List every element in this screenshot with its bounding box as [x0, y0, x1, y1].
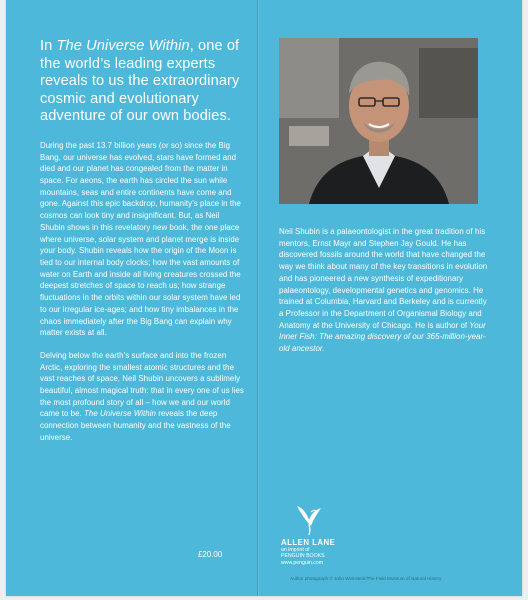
author-portrait-illustration — [279, 38, 478, 204]
publisher-imprint-line: an imprint of — [281, 547, 310, 553]
intro-text — [40, 38, 246, 126]
bio-book-title: Your Inner Fish: The amazing discovery of our 365-million-year-old ancestor. — [279, 320, 486, 354]
front-flap — [40, 38, 246, 455]
publisher-parent: PENGUIN BOOKS — [281, 553, 325, 560]
para2-book-title: The Universe Within — [84, 409, 156, 419]
publisher-website: www.penguin.com — [281, 559, 324, 566]
publisher-block — [281, 500, 401, 566]
price-label: £20.00 — [198, 550, 223, 559]
back-flap — [279, 226, 489, 355]
photo-credit: Author photograph © John Weinstein/The Field Museum of Natural History — [290, 576, 442, 581]
description-paragraph-2 — [40, 350, 246, 444]
para2-suffix: reveals the deep connection between humanity and the vastness of the universe. — [40, 409, 231, 442]
flap-fold — [257, 0, 259, 596]
bird-logo-icon — [293, 500, 323, 536]
intro-prefix: In — [40, 38, 57, 54]
bio-text: Neil Shubin is a palaeontologist in the great tradition of his mentors, Ernst Mayr and Stephen Jay Gould. He has discovered fossils around the world that have changed the way we think about many of the key transitions in evolution and has pioneered a new synthesis of expeditionary palaeontology, developmental genetics and genomics. He trained at Columbia, Harvard and Berkeley and is currently a Professor in the Department of Organismal Biology and Anatomy at the University of Chicago. He is author of — [279, 227, 488, 330]
intro-suffix: , one of the world’s leading experts reveals to us the extraordinary cosmic and evolutionary adventure of our own bodies. — [40, 38, 240, 125]
description-paragraph-1: During the past 13.7 billion years (or so) since the Big Bang, our universe has evolved, stars have formed and died and our planet has congealed from the matter in space. For aeons, the earth has circled the sun while mountains, seas and entire continents have come and gone. Against this epic backdrop, humanity’s place in the cosmos can look tiny and insignificant. But, as Neil Shubin shows in this revelatory new book, the one place where universe, solar system and planet merge is inside your body. Shubin reveals how the origin of the Moon is tied to our internal body clocks; how the vast amounts of water on Earth and inside all living creatures crossed the deepest stretches of space to reach us; how strange fluctuations in the orbits within our solar system have led to our irregular ice-ages; and how tiny imbalances in the chaos immediately after the Big Bang can explain why matter exists at all. — [40, 140, 241, 338]
author-photo — [279, 38, 478, 204]
para2-prefix: Delving below the earth’s surface and into the frozen Arctic, exploring the smallest atomic structures and the vast reaches of space, Neil Shubin uncovers a sublimely beautiful, almost magical truth: that in every one of us lies the most profound story of all – how we and our world came to be. — [40, 350, 244, 419]
book-jacket — [6, 0, 522, 596]
publisher-name: ALLEN LANE — [281, 538, 336, 547]
intro-book-title: The Universe Within — [56, 38, 190, 54]
author-bio — [279, 226, 489, 355]
